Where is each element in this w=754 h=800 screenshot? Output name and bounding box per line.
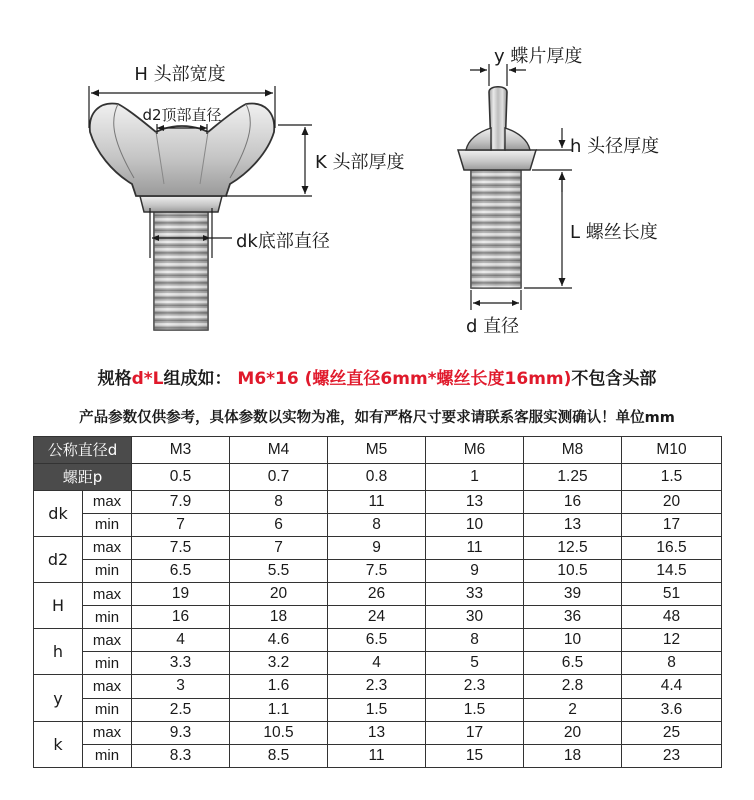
value-cell: 11: [328, 744, 426, 767]
value-cell: 24: [328, 606, 426, 629]
row-label-pitch: 螺距p: [34, 463, 132, 490]
label-L: L 螺丝长度: [570, 222, 658, 243]
value-cell: 8.3: [132, 744, 230, 767]
group-label-cell: dk: [34, 490, 83, 536]
max-label-cell: max: [83, 582, 132, 605]
value-cell: 4: [132, 629, 230, 652]
value-cell: 3.3: [132, 652, 230, 675]
value-cell: 33: [426, 582, 524, 605]
value-cell: 2.3: [426, 675, 524, 698]
min-label-cell: min: [83, 606, 132, 629]
header-size-cell: M4: [230, 437, 328, 464]
value-cell: 2: [524, 698, 622, 721]
value-cell: 48: [622, 606, 722, 629]
value-cell: 6.5: [328, 629, 426, 652]
value-cell: 18: [230, 606, 328, 629]
value-cell: 9: [328, 536, 426, 559]
pitch-cell: 0.5: [132, 463, 230, 490]
header-size-cell: M5: [328, 437, 426, 464]
spec-prefix: 规格: [97, 369, 132, 389]
spec-suffix: 不包含头部: [571, 369, 657, 389]
value-cell: 9: [426, 559, 524, 582]
pitch-cell: 1.5: [622, 463, 722, 490]
value-cell: 8: [230, 490, 328, 513]
value-cell: 13: [426, 490, 524, 513]
label-y: y 蝶片厚度: [494, 46, 583, 67]
label-K: K 头部厚度: [315, 152, 405, 173]
value-cell: 17: [622, 513, 722, 536]
value-cell: 25: [622, 721, 722, 744]
table-row: [34, 606, 722, 629]
dim-d: [471, 290, 521, 310]
right-collar: [458, 150, 536, 170]
value-cell: 10: [524, 629, 622, 652]
left-collar: [140, 196, 222, 212]
value-cell: 7.9: [132, 490, 230, 513]
value-cell: 3.2: [230, 652, 328, 675]
value-cell: 8: [426, 629, 524, 652]
min-label-cell: min: [83, 559, 132, 582]
header-nominal-diameter: 公称直径d: [34, 437, 132, 464]
table-row: [34, 744, 722, 767]
header-size-cell: M6: [426, 437, 524, 464]
value-cell: 7: [230, 536, 328, 559]
value-cell: 4.6: [230, 629, 328, 652]
max-label-cell: max: [83, 490, 132, 513]
value-cell: 11: [328, 490, 426, 513]
spec-formula: d*L: [131, 369, 164, 389]
max-label-cell: max: [83, 721, 132, 744]
value-cell: 2.3: [328, 675, 426, 698]
value-cell: 12: [622, 629, 722, 652]
value-cell: 1.5: [328, 698, 426, 721]
value-cell: 20: [230, 582, 328, 605]
max-label-cell: max: [83, 675, 132, 698]
min-label-cell: min: [83, 698, 132, 721]
value-cell: 16: [524, 490, 622, 513]
wing-screw-diagram: [0, 0, 754, 352]
group-label-cell: k: [34, 721, 83, 767]
value-cell: 6.5: [132, 559, 230, 582]
value-cell: 2.8: [524, 675, 622, 698]
value-cell: 51: [622, 582, 722, 605]
table-row: [34, 652, 722, 675]
header-size-cell: M8: [524, 437, 622, 464]
left-shank: [154, 212, 208, 330]
pitch-cell: 0.8: [328, 463, 426, 490]
table-header-row: [34, 437, 722, 464]
spec-example: [0, 364, 754, 389]
value-cell: 7.5: [132, 536, 230, 559]
value-cell: 26: [328, 582, 426, 605]
disclaimer-notice: 产品参数仅供参考，具体参数以实物为准，如有严格尺寸要求请联系客服实测确认！单位mm: [79, 410, 675, 426]
value-cell: 16: [132, 606, 230, 629]
label-dk: dk底部直径: [236, 231, 330, 252]
max-label-cell: max: [83, 629, 132, 652]
header-size-cell: M3: [132, 437, 230, 464]
value-cell: 13: [524, 513, 622, 536]
table-row: [34, 698, 722, 721]
value-cell: 6.5: [524, 652, 622, 675]
value-cell: 18: [524, 744, 622, 767]
group-label-cell: H: [34, 582, 83, 628]
value-cell: 11: [426, 536, 524, 559]
group-label-cell: h: [34, 629, 83, 675]
value-cell: 7: [132, 513, 230, 536]
value-cell: 8: [622, 652, 722, 675]
value-cell: 2.5: [132, 698, 230, 721]
table-row: [34, 559, 722, 582]
value-cell: 10.5: [524, 559, 622, 582]
value-cell: 20: [622, 490, 722, 513]
value-cell: 4.4: [622, 675, 722, 698]
value-cell: 5: [426, 652, 524, 675]
max-label-cell: max: [83, 536, 132, 559]
value-cell: 10.5: [230, 721, 328, 744]
front-view: [89, 64, 405, 330]
value-cell: 7.5: [328, 559, 426, 582]
value-cell: 14.5: [622, 559, 722, 582]
value-cell: 6: [230, 513, 328, 536]
dim-L: [524, 174, 572, 288]
spec-example-value: M6*16 (螺丝直径6mm*螺丝长度16mm): [237, 369, 572, 389]
value-cell: 10: [426, 513, 524, 536]
value-cell: 36: [524, 606, 622, 629]
value-cell: 15: [426, 744, 524, 767]
table-row: [34, 675, 722, 698]
table-row: [34, 582, 722, 605]
pitch-cell: 0.7: [230, 463, 328, 490]
table-row: [34, 629, 722, 652]
pitch-cell: 1.25: [524, 463, 622, 490]
value-cell: 8: [328, 513, 426, 536]
label-h: h 头径厚度: [570, 136, 660, 157]
label-H: H 头部宽度: [134, 64, 226, 85]
right-shank: [471, 170, 521, 288]
value-cell: 1.6: [230, 675, 328, 698]
group-label-cell: d2: [34, 536, 83, 582]
value-cell: 30: [426, 606, 524, 629]
pitch-cell: 1: [426, 463, 524, 490]
table-row: [34, 513, 722, 536]
side-view: [458, 46, 659, 337]
label-d2: d2顶部直径: [142, 106, 222, 124]
value-cell: 8.5: [230, 744, 328, 767]
value-cell: 23: [622, 744, 722, 767]
dim-y: [470, 64, 526, 86]
dim-h: [532, 128, 572, 192]
group-label-cell: y: [34, 675, 83, 721]
value-cell: 1.5: [426, 698, 524, 721]
header-size-cell: M10: [622, 437, 722, 464]
table-row: [34, 490, 722, 513]
value-cell: 1.1: [230, 698, 328, 721]
value-cell: 3: [132, 675, 230, 698]
spec-table: [33, 436, 722, 768]
value-cell: 12.5: [524, 536, 622, 559]
value-cell: 17: [426, 721, 524, 744]
value-cell: 13: [328, 721, 426, 744]
value-cell: 19: [132, 582, 230, 605]
table-row: [34, 721, 722, 744]
table-row: [34, 536, 722, 559]
min-label-cell: min: [83, 744, 132, 767]
table-row-pitch: [34, 463, 722, 490]
label-d: d 直径: [466, 316, 520, 337]
value-cell: 9.3: [132, 721, 230, 744]
value-cell: 16.5: [622, 536, 722, 559]
value-cell: 20: [524, 721, 622, 744]
value-cell: 39: [524, 582, 622, 605]
value-cell: 5.5: [230, 559, 328, 582]
spec-middle: 组成如：: [163, 369, 232, 389]
value-cell: 3.6: [622, 698, 722, 721]
min-label-cell: min: [83, 652, 132, 675]
min-label-cell: min: [83, 513, 132, 536]
value-cell: 4: [328, 652, 426, 675]
